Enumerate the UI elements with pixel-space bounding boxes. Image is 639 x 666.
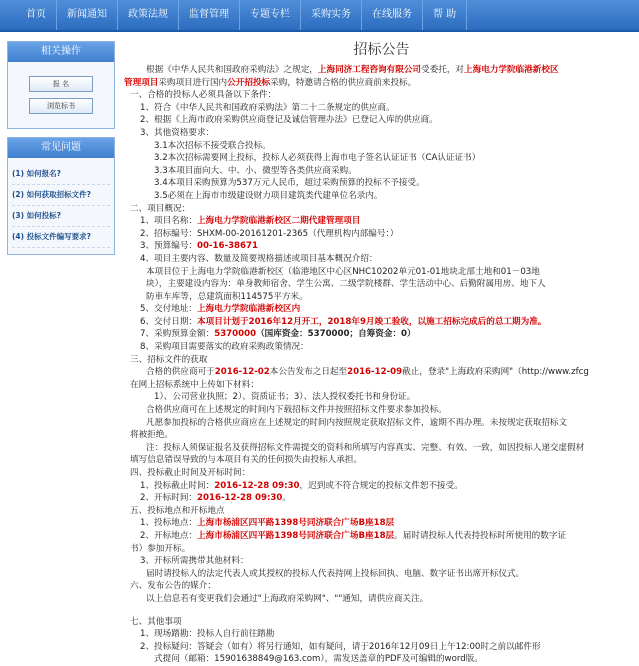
page-title: 招标公告 — [353, 42, 410, 58]
top-nav — [0, 0, 639, 32]
related-panel — [7, 41, 115, 129]
paragraph-line: 在网上招标系统中上传如下材料： — [130, 379, 259, 390]
section-heading: 七、其他事项 — [130, 616, 182, 627]
list-item: 2、招标编号：SHXM-00-20161201-2365（代理机构内部编号：） — [140, 228, 399, 239]
list-item: 5、交付地址：上海电力学院临港新校区内 — [140, 304, 301, 315]
paragraph-line: 合格的供应商可于2016-12-02本公告发布之日起至2016-12-09截止，登录"上海政府采购网"（http://www.zfcg — [146, 367, 589, 378]
list-item: 1、投标截止时间：2016-12-28 09:30，迟到或不符合规定的投标文件恕不接受。 — [140, 480, 463, 491]
list-item: 1、项目名称：上海电力学院临港新校区二期代建管理项目 — [140, 216, 361, 227]
list-item: 3、开标所需携带其他材料： — [140, 556, 249, 567]
list-item: 2、开标地点：上海市杨浦区四平路1398号同济联合广场B座18层。届时请投标人代表持投标时所使用的数字证 — [140, 530, 567, 541]
list-item: 6、交付日期：本项目计划于2016年12月开工，2018年9月竣工验收，以施工招标完成后的总工期为准。 — [140, 316, 547, 327]
spacer — [124, 606, 639, 616]
list-item: 2、投标疑问：答疑会（如有）将另行通知，如有疑问，请于2016年12月09日上午12:00时之前以邮件形 — [140, 641, 541, 652]
paragraph-line: 届时请投标人的法定代表人或其授权的投标人代表持网上投标回执、电脑、数字证书出席开标仪式。 — [146, 568, 525, 579]
paragraph-line: 本项目位于上海电力学院临港新校区（临港地区中心区NHC10202单元01-01地块北部土地和01－03地 — [146, 266, 540, 277]
list-item: 3、预算编号：00-16-38671 — [140, 241, 258, 252]
section-heading: 一、合格的投标人必须具备以下条件： — [130, 90, 277, 101]
paragraph-line: 合格供应商可在上述规定的时间内下载招标文件并按照招标文件要求参加投标。 — [146, 405, 447, 416]
paragraph-line: 以上信息若有变更我们会通过"上海政府采购网"、""通知，请供应商关注。 — [146, 593, 429, 604]
list-item: 1、现场踏勘：投标人自行前往踏勘 — [140, 629, 275, 640]
list-item: 3.2本次招标需要网上投标，投标人必须获得上海市电子签名认证证书（CA认证证书） — [154, 153, 481, 164]
nav-supervision[interactable]: 监督管理 — [179, 0, 240, 30]
list-item: 7、采购预算金额：5370000（国库资金：5370000；自筹资金：0） — [140, 329, 416, 340]
nav-topics[interactable]: 专题专栏 — [240, 0, 301, 30]
paragraph-line: 凡愿参加投标的合格供应商应在上述规定的时间内按照规定获取招标文件，逾期不再办理。未按规定获取招标文 — [146, 417, 568, 428]
faq-link[interactable]: (2) 如何获取招标文件? — [12, 185, 110, 206]
section-heading: 三、招标文件的获取 — [130, 354, 208, 365]
faq-link[interactable]: (1) 如何报名? — [12, 164, 110, 185]
announcement-body — [124, 40, 639, 665]
related-title: 相关操作 — [8, 42, 114, 62]
nav-help[interactable]: 帮 助 — [423, 0, 467, 30]
faq-link[interactable]: (4) 投标文件编写要求? — [12, 227, 110, 248]
paragraph-line: 填写信息错误导致的与本项目有关的任何损失由投标人承担。 — [130, 455, 363, 466]
paragraph-line: 将被拒绝。 — [130, 430, 173, 441]
faq-panel — [7, 137, 115, 255]
paragraph-line: 防車车库等，总建筑面积114575平方米。 — [146, 291, 308, 302]
section-heading: 六、发布公告的媒介： — [130, 581, 216, 592]
sidebar — [7, 41, 115, 263]
nav-procurement[interactable]: 采购实务 — [301, 0, 362, 30]
list-item: 3.4本项目采购预算为537万元人民币，超过采购预算的投标不予接受。 — [154, 178, 425, 189]
intro-line: 根据《中华人民共和国政府采购法》之规定，上海同济工程咨询有限公司受委托，对上海电力学院临港新校区 — [146, 65, 559, 75]
list-item: 8、采购项目需要落实的政府采购政策情况： — [140, 342, 309, 353]
list-item: 2、开标时间：2016-12-28 09:30。 — [140, 493, 291, 504]
list-item: 1、符合《中华人民共和国政府采购法》第二十二条规定的供应商。 — [140, 102, 395, 113]
paragraph-line: 1）、公司营业执照；2）、资质证书；3）、法人授权委托书和身份证。 — [154, 392, 416, 403]
register-button[interactable]: 报 名 — [29, 76, 93, 92]
section-heading: 五、投标地点和开标地点 — [130, 505, 225, 516]
intro-line: 管理项目采购项目进行国内公开招投标采购，特邀请合格的供应商前来投标。 — [124, 77, 417, 88]
nav-news[interactable]: 新闻通知 — [57, 0, 118, 30]
nav-policy[interactable]: 政策法规 — [118, 0, 179, 30]
section-heading: 四、投标截止时间及开标时间： — [130, 468, 251, 478]
browse-tender-button[interactable]: 浏览标书 — [29, 98, 93, 114]
paragraph-line: 书）参加开标。 — [130, 543, 191, 554]
list-item: 2、根据《上海市政府采购供应商登记及诚信管理办法》已登记入库的供应商。 — [140, 115, 438, 126]
paragraph-line: 式提问（邮箱：15901638849@163.com），需发送盖章的PDF及可编辑的word版。 — [154, 654, 483, 665]
faq-link[interactable]: (3) 如何投标? — [12, 206, 110, 227]
list-item: 3.3本项目面向大、中、小、微型等各类供应商采购。 — [154, 165, 357, 176]
list-item: 3.1本次招标不接受联合投标。 — [154, 140, 271, 151]
nav-online-service[interactable]: 在线服务 — [362, 0, 423, 30]
nav-home[interactable]: 首页 — [0, 0, 57, 30]
list-item: 3、其他资格要求： — [140, 127, 215, 138]
list-item: 3.5必须在上海市市级建设财力项目建筑类代建单位名录内。 — [154, 190, 383, 201]
faq-title: 常见问题 — [8, 138, 114, 158]
list-item: 1、投标地点：上海市杨浦区四平路1398号同济联合广场B座18层 — [140, 518, 395, 529]
paragraph-line: 块），主要建设内容为：单身教师宿舍、学生公寓、二级学院楼群、学生活动中心、后勤附属用房、地下人 — [146, 279, 546, 290]
list-item: 4、项目主要内容、数量及简要规格描述或项目基本概况介绍： — [140, 253, 378, 264]
section-heading: 二、项目概况： — [130, 203, 191, 214]
paragraph-line: 注：投标人须保证报名及获得招标文件需提交的资料和所填写内容真实、完整、有效、一致，如因投标人递交虚假材 — [146, 442, 585, 453]
